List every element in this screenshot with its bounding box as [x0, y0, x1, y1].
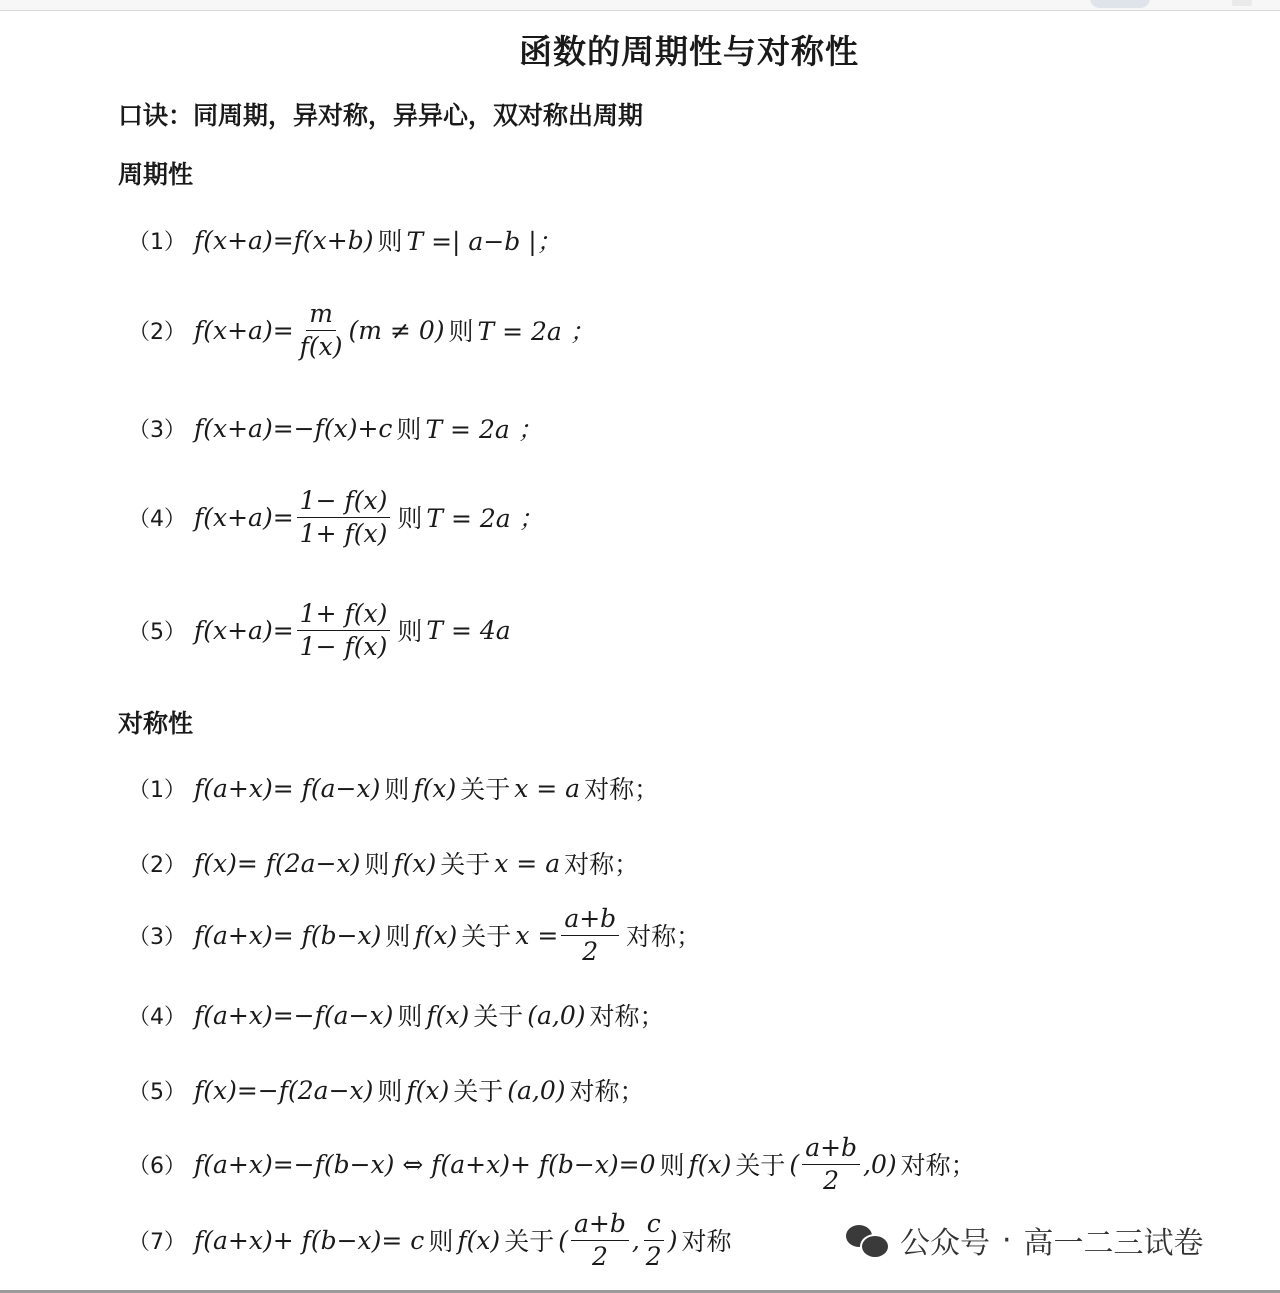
period-rule-1 — [128, 222, 562, 258]
about-word: 关于 — [460, 775, 511, 804]
rule-expression: f(x+a)=−f(x)+c — [194, 413, 393, 443]
symmetry-target: x = a — [514, 773, 581, 803]
about-word: 关于 — [453, 1077, 504, 1106]
rule-result: T =| a−b |； — [406, 227, 562, 256]
window-control[interactable] — [1090, 0, 1150, 8]
fraction-2 — [643, 1210, 665, 1270]
rule-number: （5） — [128, 619, 186, 645]
rule-expression: f(a+x)=−f(a−x) — [194, 1000, 394, 1030]
mnemonic: 口诀：同周期，异对称，异异心，双对称出周期 — [118, 101, 644, 130]
symmetric-word: 对称； — [626, 922, 702, 951]
then-word: 则 — [397, 504, 423, 533]
denominator: 2 — [582, 936, 599, 966]
denominator: 2 — [645, 1241, 662, 1271]
then-word: 则 — [377, 227, 403, 256]
rule-number: （6） — [128, 1153, 186, 1179]
page-title: 函数的周期性与对称性 — [519, 32, 859, 71]
sym-rule-7 — [128, 1210, 735, 1270]
about-word: 关于 — [735, 1151, 786, 1180]
section-symmetry: 对称性 — [118, 709, 194, 738]
symmetric-word: 对称； — [584, 775, 660, 804]
function-fx: f(x) — [414, 920, 458, 950]
fraction — [571, 1210, 629, 1270]
then-word: 则 — [448, 317, 474, 346]
rule-lhs: f(x+a)= — [194, 615, 294, 645]
rule-number: （4） — [128, 1004, 186, 1030]
rule-expression: f(a+x)=−f(b−x) ⇔ f(a+x)+ f(b−x)=0 — [194, 1149, 656, 1179]
denominator: 1− f(x) — [299, 631, 388, 661]
rule-result: T = 2a ； — [477, 317, 595, 346]
function-fx: f(x) — [426, 1000, 470, 1030]
rule-expression: f(a+x)= f(b−x) — [194, 920, 382, 950]
paren-open: ( — [558, 1225, 568, 1255]
watermark-name: 高一二三试卷 — [1023, 1226, 1204, 1261]
rule-number: （2） — [128, 852, 186, 878]
fraction — [802, 1134, 860, 1194]
then-word: 则 — [377, 1077, 403, 1106]
symmetry-target: (a,0) — [527, 1000, 586, 1030]
wechat-icon — [846, 1223, 888, 1257]
symmetric-word: 对称； — [900, 1151, 976, 1180]
rule-expression: f(x+a)=f(x+b) — [194, 225, 374, 255]
symmetry-target: x = a — [494, 848, 561, 878]
about-word: 关于 — [504, 1227, 555, 1256]
fraction — [297, 600, 391, 660]
symmetric-word: 对称； — [569, 1077, 645, 1106]
fraction — [297, 487, 391, 547]
rule-result: T = 2a ； — [425, 415, 543, 444]
function-fx: f(x) — [688, 1149, 732, 1179]
rule-number: （3） — [128, 924, 186, 950]
denominator: 2 — [591, 1241, 608, 1271]
then-word: 则 — [385, 922, 411, 951]
then-word: 则 — [384, 775, 410, 804]
rule-expression: f(a+x)+ f(b−x)= c — [194, 1225, 425, 1255]
about-word: 关于 — [473, 1002, 524, 1031]
sym-rule-1 — [128, 770, 663, 806]
window-control-small[interactable] — [1232, 0, 1252, 6]
rule-number: （2） — [128, 319, 186, 345]
sym-rule-3 — [128, 905, 705, 965]
sym-rule-6 — [128, 1134, 980, 1194]
sym-rule-2 — [128, 845, 643, 881]
section-periodicity: 周期性 — [118, 160, 194, 189]
rule-number: （7） — [128, 1229, 186, 1255]
period-rule-4 — [128, 487, 544, 547]
numerator: 1− f(x) — [297, 487, 391, 518]
rule-condition: (m ≠ 0) — [348, 315, 445, 345]
denominator: 2 — [823, 1165, 840, 1195]
numerator: a+b — [802, 1134, 860, 1165]
denominator: f(x) — [299, 331, 343, 361]
symmetric-word: 对称 — [681, 1227, 732, 1256]
sym-rule-4 — [128, 997, 669, 1033]
symmetry-target-prefix: x = — [515, 920, 559, 950]
numerator: a+b — [571, 1210, 629, 1241]
rule-number: （3） — [128, 417, 186, 443]
function-fx: f(x) — [393, 848, 437, 878]
rule-lhs: f(x+a)= — [194, 315, 294, 345]
numerator: c — [644, 1210, 664, 1241]
paren-close: ,0) — [863, 1149, 897, 1179]
rule-expression: f(a+x)= f(a−x) — [194, 773, 381, 803]
sym-rule-5 — [128, 1072, 649, 1108]
then-word: 则 — [364, 850, 390, 879]
then-word: 则 — [659, 1151, 685, 1180]
comma: , — [631, 1225, 640, 1255]
rule-number: （4） — [128, 506, 186, 532]
rule-result: T = 2a ； — [426, 504, 544, 533]
rule-number: （5） — [128, 1079, 186, 1105]
rule-expression: f(x)= f(2a−x) — [194, 848, 361, 878]
then-word: 则 — [397, 617, 423, 646]
paren-close: ) — [667, 1225, 678, 1255]
about-word: 关于 — [440, 850, 491, 879]
top-bar — [0, 0, 1280, 11]
fraction — [561, 905, 619, 965]
rule-number: （1） — [128, 229, 186, 255]
fraction — [297, 300, 346, 360]
function-fx: f(x) — [457, 1225, 501, 1255]
period-rule-3 — [128, 410, 543, 446]
symmetric-word: 对称； — [589, 1002, 665, 1031]
watermark — [846, 1218, 1204, 1262]
function-fx: f(x) — [406, 1075, 450, 1105]
paren-open: ( — [789, 1149, 800, 1179]
numerator: 1+ f(x) — [297, 600, 391, 631]
numerator: m — [306, 300, 336, 331]
then-word: 则 — [397, 1002, 423, 1031]
watermark-brand: 公众号 — [900, 1226, 990, 1261]
rule-expression: f(x)=−f(2a−x) — [194, 1075, 374, 1105]
rule-lhs: f(x+a)= — [194, 502, 294, 532]
symmetric-word: 对称； — [564, 850, 640, 879]
about-word: 关于 — [461, 922, 512, 951]
then-word: 则 — [396, 415, 422, 444]
then-word: 则 — [428, 1227, 454, 1256]
rule-result: T = 4a — [426, 615, 511, 645]
denominator: 1+ f(x) — [299, 518, 388, 548]
watermark-dot: · — [1002, 1222, 1012, 1258]
numerator: a+b — [561, 905, 619, 936]
period-rule-2 — [128, 300, 595, 360]
rule-number: （1） — [128, 777, 186, 803]
function-fx: f(x) — [413, 773, 457, 803]
symmetry-target: (a,0) — [507, 1075, 566, 1105]
period-rule-5 — [128, 600, 511, 660]
